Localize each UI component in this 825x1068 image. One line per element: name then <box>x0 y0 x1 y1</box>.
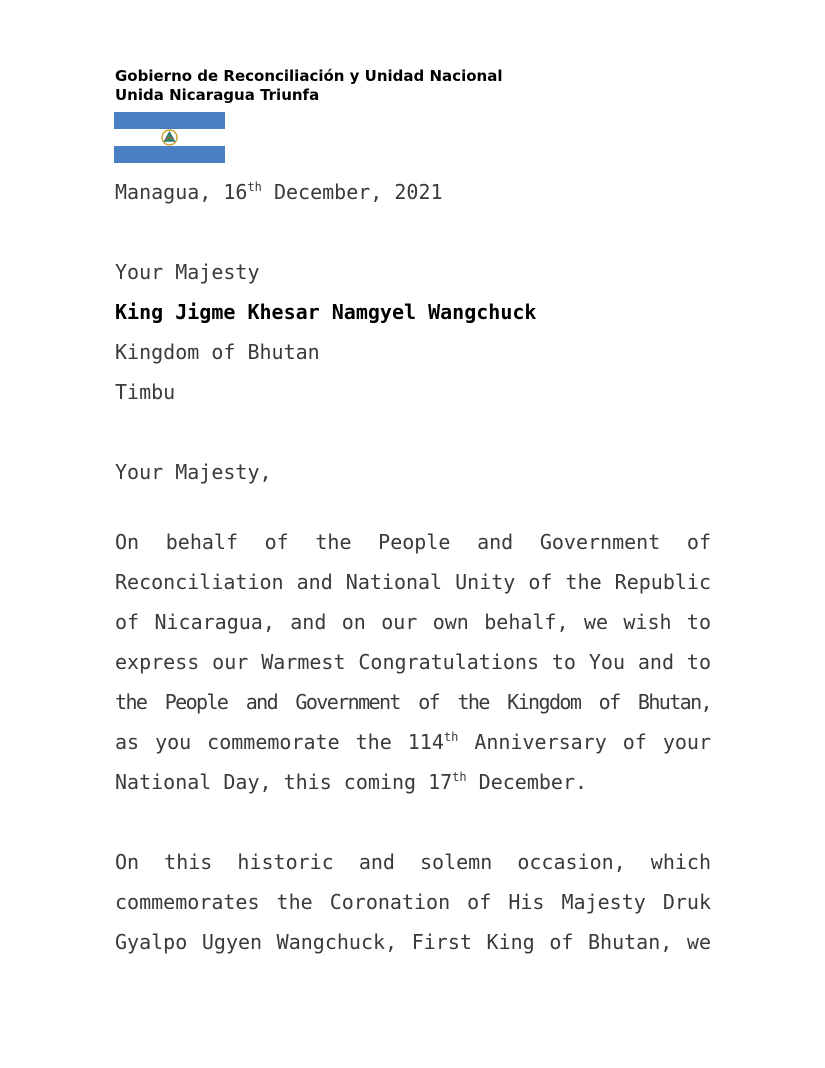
paragraph1-line1: On behalf of the People and Government of <box>115 530 711 554</box>
greeting: Your Majesty, <box>115 460 272 484</box>
date-ordinal: th <box>247 180 262 194</box>
paragraph2-line2: commemorates the Coronation of His Majesty Druk <box>115 890 711 914</box>
addressee-name: King Jigme Khesar Namgyel Wangchuck <box>115 300 537 324</box>
paragraph1-line7-ordinal: th <box>452 770 467 784</box>
paragraph1-line3: of Nicaragua, and on our own behalf, we wish to <box>115 610 711 634</box>
paragraph1-line6-a: as you commemorate the 114 <box>115 730 444 754</box>
paragraph1-line6 <box>115 722 711 762</box>
letterhead-slogan: Unida Nicaragua Triunfa <box>115 86 320 104</box>
paragraph1-line5: the People and Government of the Kingdom of Bhutan, <box>115 690 711 714</box>
date-prefix: Managua, 16 <box>115 180 248 204</box>
paragraph-occasion <box>115 842 711 962</box>
paragraph1-line4: express our Warmest Congratulations to You and to <box>115 650 711 674</box>
addressee-city: Timbu <box>115 380 176 404</box>
letterhead-government-name: Gobierno de Reconciliación y Unidad Nacional <box>115 67 503 85</box>
paragraph1-line7 <box>115 762 711 802</box>
addressee-kingdom: Kingdom of Bhutan <box>115 340 320 364</box>
paragraph1-line2: Reconciliation and National Unity of the Republic <box>115 570 711 594</box>
letter-date <box>115 180 443 204</box>
date-rest: December, 2021 <box>261 180 443 204</box>
paragraph1-line6-ordinal: th <box>443 730 459 744</box>
paragraph2-line3: Gyalpo Ugyen Wangchuck, First King of Bhutan, we <box>115 930 711 954</box>
addressee-salutation: Your Majesty <box>115 260 260 284</box>
paragraph1-line7-b: December. <box>466 770 588 794</box>
letterhead <box>115 67 502 105</box>
paragraph2-line1: On this historic and solemn occasion, which <box>115 850 711 874</box>
paragraph1-line7-a: National Day, this coming 17 <box>115 770 453 794</box>
nicaragua-flag <box>114 112 225 163</box>
paragraph1-line6-b: Anniversary of your <box>458 730 711 754</box>
paragraph-congratulations <box>115 522 711 802</box>
